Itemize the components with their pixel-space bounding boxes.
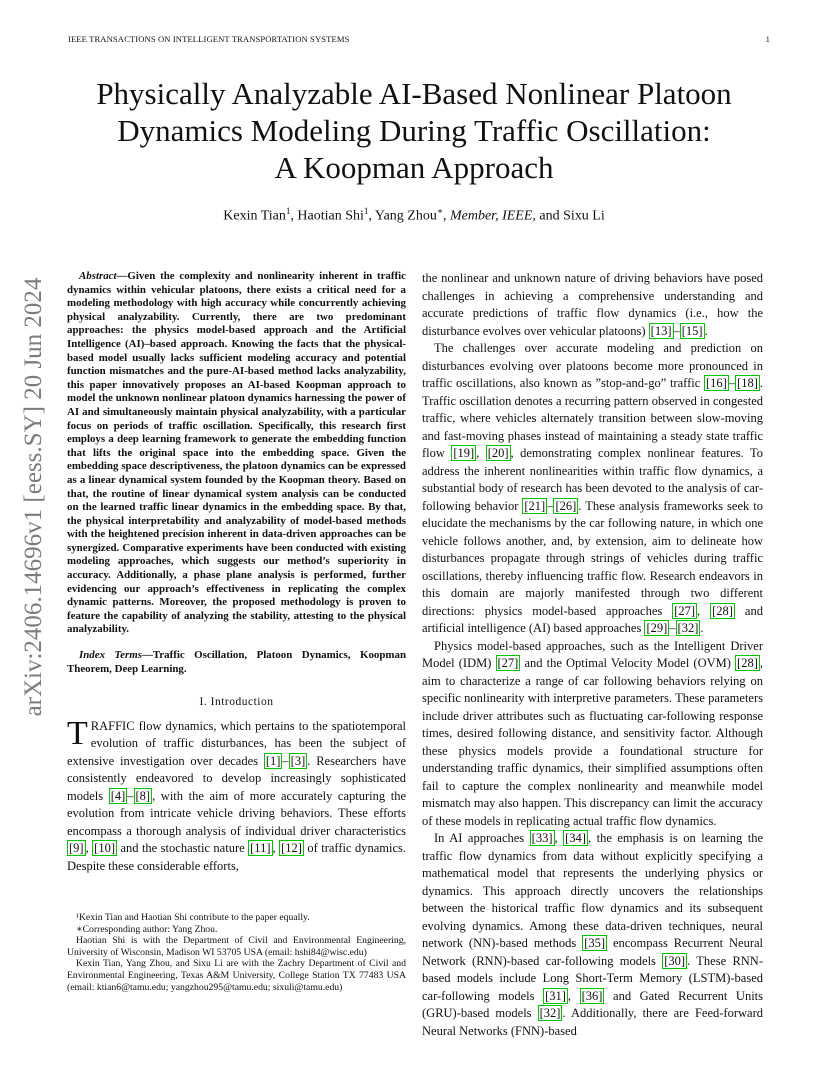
drop-cap: T [67, 714, 88, 752]
text-run: of traffic dynamics. Despite these considerable efforts, [67, 841, 407, 873]
footnote: Kexin Tian, Yang Zhou, and Sixu Li are with the Zachry Department of Civil and Environmental Engineering, Texas A&M University, College Station TX 77483 USA (email: ktian6@tamu.edu; yangzhou295@tamu.edu; sixuli@tamu.edu) [67, 958, 406, 993]
body-paragraph [422, 830, 763, 1040]
author-name: Haotian Shi [297, 208, 364, 224]
author-mark: 1 [285, 206, 291, 216]
arxiv-id: arXiv:2406.14696v1 [eess.SY] 20 Jun 2024 [20, 277, 47, 717]
page-number: 1 [765, 34, 770, 44]
text-run: encompass Recurrent Neural Network (RNN)-based car-following models [422, 936, 764, 968]
text-run: – [669, 621, 676, 635]
citation-link[interactable]: [35] [584, 936, 606, 950]
citation-link[interactable]: [1] [265, 753, 281, 768]
text-run: and the stochastic nature [117, 841, 249, 856]
text-run: , with the aim of more accurately capturing the evolution from intricate vehicle driving behaviors. These efforts encompass a thorough analysis of individual driver characteristics [67, 788, 406, 838]
text-run: , [85, 841, 93, 856]
text-run: RAFFIC flow dynamics, which pertains to the spatiotemporal evolution of traffic disturbances, has been the subject of extensive investigation over decades [67, 718, 406, 768]
index-terms [67, 649, 406, 676]
footnote: ∗Corresponding author: Yang Zhou. [76, 923, 218, 935]
text-run: – [127, 788, 134, 803]
citation-link[interactable]: [10] [94, 841, 115, 856]
paper-title [60, 75, 768, 186]
title-line: Dynamics Modeling During Traffic Oscillation: [117, 113, 711, 148]
text-run: , [476, 446, 486, 460]
citation-link[interactable]: [18] [737, 376, 758, 390]
citation-link[interactable]: [19] [453, 446, 475, 460]
text-run: . These RNN-based models include Long Short-Term Memory (LSTM)-based car-following models [422, 953, 763, 1003]
citation-link[interactable]: [30] [664, 953, 686, 968]
text-run: , the emphasis is on learning the traffic flow dynamics from data without explicitly specifying a mathematical model that represents the underlying physics or dynamics. This approach directly uncovers the relationships between the historical traffic flow dynamics and its subsequent evolving dynamics. Among these data-driven techniques, neural network (NN)-based methods [422, 831, 764, 950]
citation-link[interactable]: [12] [281, 841, 302, 856]
right-column [422, 270, 763, 1040]
citation-link[interactable]: [9] [69, 841, 84, 856]
citation-link[interactable]: [34] [565, 831, 586, 845]
text-run: . Researchers have consistently endeavored to develop increasingly sophisticated models [67, 753, 406, 803]
citation-link[interactable]: [11] [250, 841, 271, 856]
intro-paragraph [67, 714, 407, 876]
left-column [67, 270, 406, 875]
text-run: – [547, 498, 554, 513]
index-terms-text: —Traffic Oscillation, Platoon Dynamics, Koopman Theorem, Deep Learning. [67, 649, 406, 675]
text-run: . Additionally, there are Feed-forward Neural Networks (FNN)-based [422, 1006, 763, 1038]
arxiv-stamp [8, 277, 60, 717]
title-line: Physically Analyzable AI-Based Nonlinear Platoon [96, 76, 732, 111]
text-run: , [697, 603, 711, 618]
citation-link[interactable]: [16] [705, 376, 727, 390]
citation-link[interactable]: [29] [646, 621, 668, 635]
text-run: , aim to characterize a range of car following behaviors relying on specific nonlinearity with interpretive parameters. These parameters include driver attributes such as fluctuating car-following response times, desired following distance, and sensitivity factor. Although these physics models provide a foundational structure for understanding traffic dynamics, their simplified assumptions often fail to capture the complex nonlinearity and meanwhile model mismatch may also happen. This discrepancy can limit the accuracy of these models in replicating actual traffic flow dynamics. [422, 656, 763, 828]
author-mark: 1 [363, 206, 369, 216]
citation-link[interactable]: [36] [581, 988, 603, 1003]
running-header [68, 34, 770, 44]
text-run: . [704, 323, 708, 338]
citation-link[interactable]: [21] [524, 498, 546, 513]
citation-link[interactable]: [26] [555, 498, 577, 513]
author-affiliation: Member, IEEE, [449, 208, 536, 224]
text-run: . [700, 621, 704, 635]
footnote: Haotian Shi is with the Department of Civil and Environmental Engineering, University of Wisconsin, Madison WI 53705 USA (email: hshi84@wisc.edu) [67, 935, 406, 958]
text-run: the nonlinear and unknown nature of driving behaviors have posed challenges in achieving a comprehensive understanding and accurate predictions of traffic flow dynamics (i.e., how the disturbance evolves over vehicular platoons) [422, 271, 763, 338]
body-paragraph [422, 340, 763, 638]
citation-link[interactable]: [8] [135, 788, 151, 803]
text-run: , demonstrating complex nonlinear features. To address the inherent nonlinearities within traffic flow dynamics, a substantial body of research has been devoted to the analysis of car-following behavior [422, 446, 764, 513]
text-run: , [554, 831, 564, 845]
title-line: A Koopman Approach [274, 150, 554, 185]
author-name: Yang Zhou [374, 208, 437, 224]
journal-name: IEEE TRANSACTIONS ON INTELLIGENT TRANSPORTATION SYSTEMS [68, 34, 350, 44]
text-run: In AI approaches [434, 831, 530, 845]
author-name: and Sixu Li [539, 208, 605, 224]
text-run: , [567, 988, 580, 1003]
citation-link[interactable]: [28] [712, 603, 733, 618]
author-list: Kexin Tian$^1$, Haotian Shi$^1$, Yang Zhou∗, Member, IEEE, and Sixu Li [223, 206, 605, 224]
text-run: , [272, 841, 280, 856]
body-paragraph [422, 638, 763, 831]
citation-link[interactable]: [33] [531, 831, 553, 845]
citation-link[interactable]: [28] [737, 656, 758, 670]
text-run: – [728, 376, 736, 390]
citation-link[interactable]: [15] [681, 323, 703, 338]
text-run: – [673, 323, 680, 338]
text-run: Physics model-based approaches, such as the Intelligent Driver Model (IDM) [422, 638, 763, 670]
abstract [67, 270, 406, 637]
text-run: . Traffic oscillation denotes a recurring pattern observed in congested traffic, where vehicles alternately transition between slow-moving and fast-moving phases instead of maintaining a steady state traffic flow [422, 376, 763, 460]
abstract-text: —Given the complexity and nonlinearity inherent in traffic dynamics within vehicular platoons, there exists a critical need for a modeling methodology with high accuracy while concurrently achieving physical analyzability. Currently, there are two predominant approaches: the physics model-based approach and the Artificial Intelligence (AI)–based approach. Knowing the facts that the physical-based model usually lacks sufficient modeling accuracy and potential function mismatches and the pure-AI-based method lacks analyzability, this paper innovatively proposes an AI-based Koopman approach to model the unknown nonlinear platoon dynamics harnessing the power of AI and simultaneously maintain physical analyzability, with a particular focus on periods of traffic oscillation. Specifically, this research first employs a deep learning framework to generate the embedding function that lifts the original space into the embedding space. Given the embedding space descriptiveness, the platoon dynamics can be expressed as a linear dynamical system founded by the Koopman theory. Based on that, the routine of linear dynamical system analysis can be conducted on the learned traffic linear dynamics in the embedding space. By that, the physical interpretability and analyzability of model-based methods with the heightened precision inherent in data-driven approaches can be synergized. Comparative experiments have been conducted with existing modeling approaches, which suggests our method’s superiority in accuracy. Additionally, a phase plane analysis is performed, further evidencing our approach’s effectiveness in replicating the complex dynamic patterns. Moreover, the proposed methodology is proven to feature the capability of analyzing the stability, attesting to the physical analyzability. [67, 270, 406, 636]
text-run: and artificial intelligence (AI) based approaches [422, 603, 763, 635]
citation-link[interactable]: [4] [110, 788, 126, 803]
text-run: – [282, 753, 289, 768]
author-mark: ∗ [436, 206, 443, 216]
index-terms-label: Index Terms [79, 649, 142, 662]
text-run: The challenges over accurate modeling and prediction on disturbances evolving over platoons become more pronounced in traffic oscillations, also known as ”stop-and-go” traffic [422, 341, 763, 390]
citation-link[interactable]: [32] [677, 621, 699, 635]
footnote: ¹Kexin Tian and Haotian Shi contribute to the paper equally. [76, 912, 310, 923]
text-run: and the Optimal Velocity Model (OVM) [520, 656, 736, 670]
citation-link[interactable]: [32] [539, 1006, 561, 1020]
author-name: Kexin Tian [223, 208, 286, 224]
abstract-label: Abstract [79, 270, 117, 282]
citation-link[interactable]: [27] [674, 603, 696, 618]
footnotes [67, 912, 406, 993]
citation-link[interactable]: [31] [545, 988, 566, 1003]
body-paragraph [422, 270, 763, 340]
citation-link[interactable]: [3] [290, 753, 306, 768]
citation-link[interactable]: [27] [497, 656, 519, 670]
text-run: . These analysis frameworks seek to elucidate the mechanisms by the car following nature, in which one vehicle follows another, and, by extension, aim to delineate how disturbances propagate through strings of vehicles during traffic oscillations, thereby influencing traffic flow. Research endeavors in this domain are majorly manifested through two different directions: physics model-based approaches [422, 498, 763, 618]
text-run: and Gated Recurrent Units (GRU)-based models [422, 988, 764, 1020]
section-heading: I. Introduction [199, 696, 274, 709]
citation-link[interactable]: [13] [650, 323, 672, 338]
citation-link[interactable]: [20] [487, 446, 509, 460]
